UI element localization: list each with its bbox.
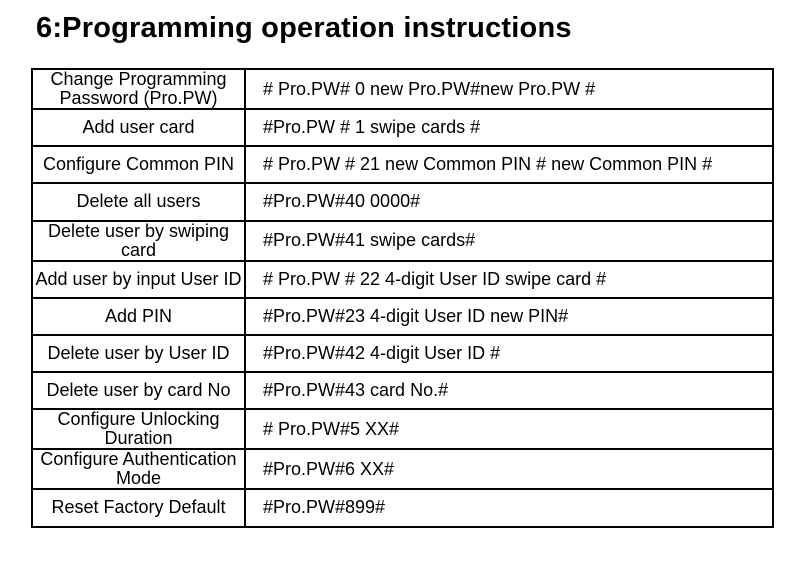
command-cell: #Pro.PW#41 swipe cards# <box>245 221 773 261</box>
operation-cell <box>32 109 245 146</box>
operation-label: Configure Common PIN <box>42 154 235 175</box>
command-cell: #Pro.PW#23 4-digit User ID new PIN# <box>245 298 773 335</box>
operation-label: Change Programming Password (Pro.PW) <box>50 69 227 108</box>
operation-cell <box>32 489 245 526</box>
operation-cell <box>32 409 245 449</box>
command-cell: # Pro.PW # 22 4-digit User ID swipe card # <box>245 261 773 298</box>
command-cell: #Pro.PW#6 XX# <box>245 449 773 489</box>
operation-cell <box>32 335 245 372</box>
programming-instructions-table <box>31 68 774 528</box>
operation-label: Delete all users <box>76 191 201 212</box>
operation-cell <box>32 372 245 409</box>
operation-cell <box>32 183 245 220</box>
operation-label: Add PIN <box>104 305 173 326</box>
operation-cell <box>32 69 245 109</box>
table-row <box>32 183 773 220</box>
operation-label: Add user card <box>82 117 195 138</box>
command-cell: #Pro.PW#43 card No.# <box>245 372 773 409</box>
command-cell: # Pro.PW # 21 new Common PIN # new Common PIN # <box>245 146 773 183</box>
operation-cell <box>32 261 245 298</box>
operation-label: Delete user by card No <box>46 380 231 401</box>
section-title: 6:Programming operation instructions <box>36 12 572 44</box>
operation-label: Add user by input User ID <box>35 268 242 289</box>
operation-cell <box>32 449 245 489</box>
command-cell: #Pro.PW#42 4-digit User ID # <box>245 335 773 372</box>
operation-label: Configure Authentication Mode <box>40 449 237 489</box>
table-row <box>32 489 773 526</box>
table-row <box>32 109 773 146</box>
operation-label: Reset Factory Default <box>51 497 226 518</box>
table-row <box>32 261 773 298</box>
operation-label: Delete user by swiping card <box>47 220 230 260</box>
table-row <box>32 221 773 261</box>
table-row <box>32 335 773 372</box>
operation-label: Delete user by User ID <box>47 343 230 364</box>
command-cell: #Pro.PW#899# <box>245 489 773 526</box>
table-row <box>32 298 773 335</box>
operation-cell <box>32 221 245 261</box>
table-row <box>32 409 773 449</box>
table-row <box>32 146 773 183</box>
table-row <box>32 372 773 409</box>
command-cell: # Pro.PW# 0 new Pro.PW#new Pro.PW # <box>245 69 773 109</box>
operation-label: Configure Unlocking Duration <box>57 409 220 449</box>
command-cell: #Pro.PW # 1 swipe cards # <box>245 109 773 146</box>
command-cell: # Pro.PW#5 XX# <box>245 409 773 449</box>
table-row <box>32 449 773 489</box>
operation-cell <box>32 146 245 183</box>
table-row <box>32 69 773 109</box>
operation-cell <box>32 298 245 335</box>
command-cell: #Pro.PW#40 0000# <box>245 183 773 220</box>
